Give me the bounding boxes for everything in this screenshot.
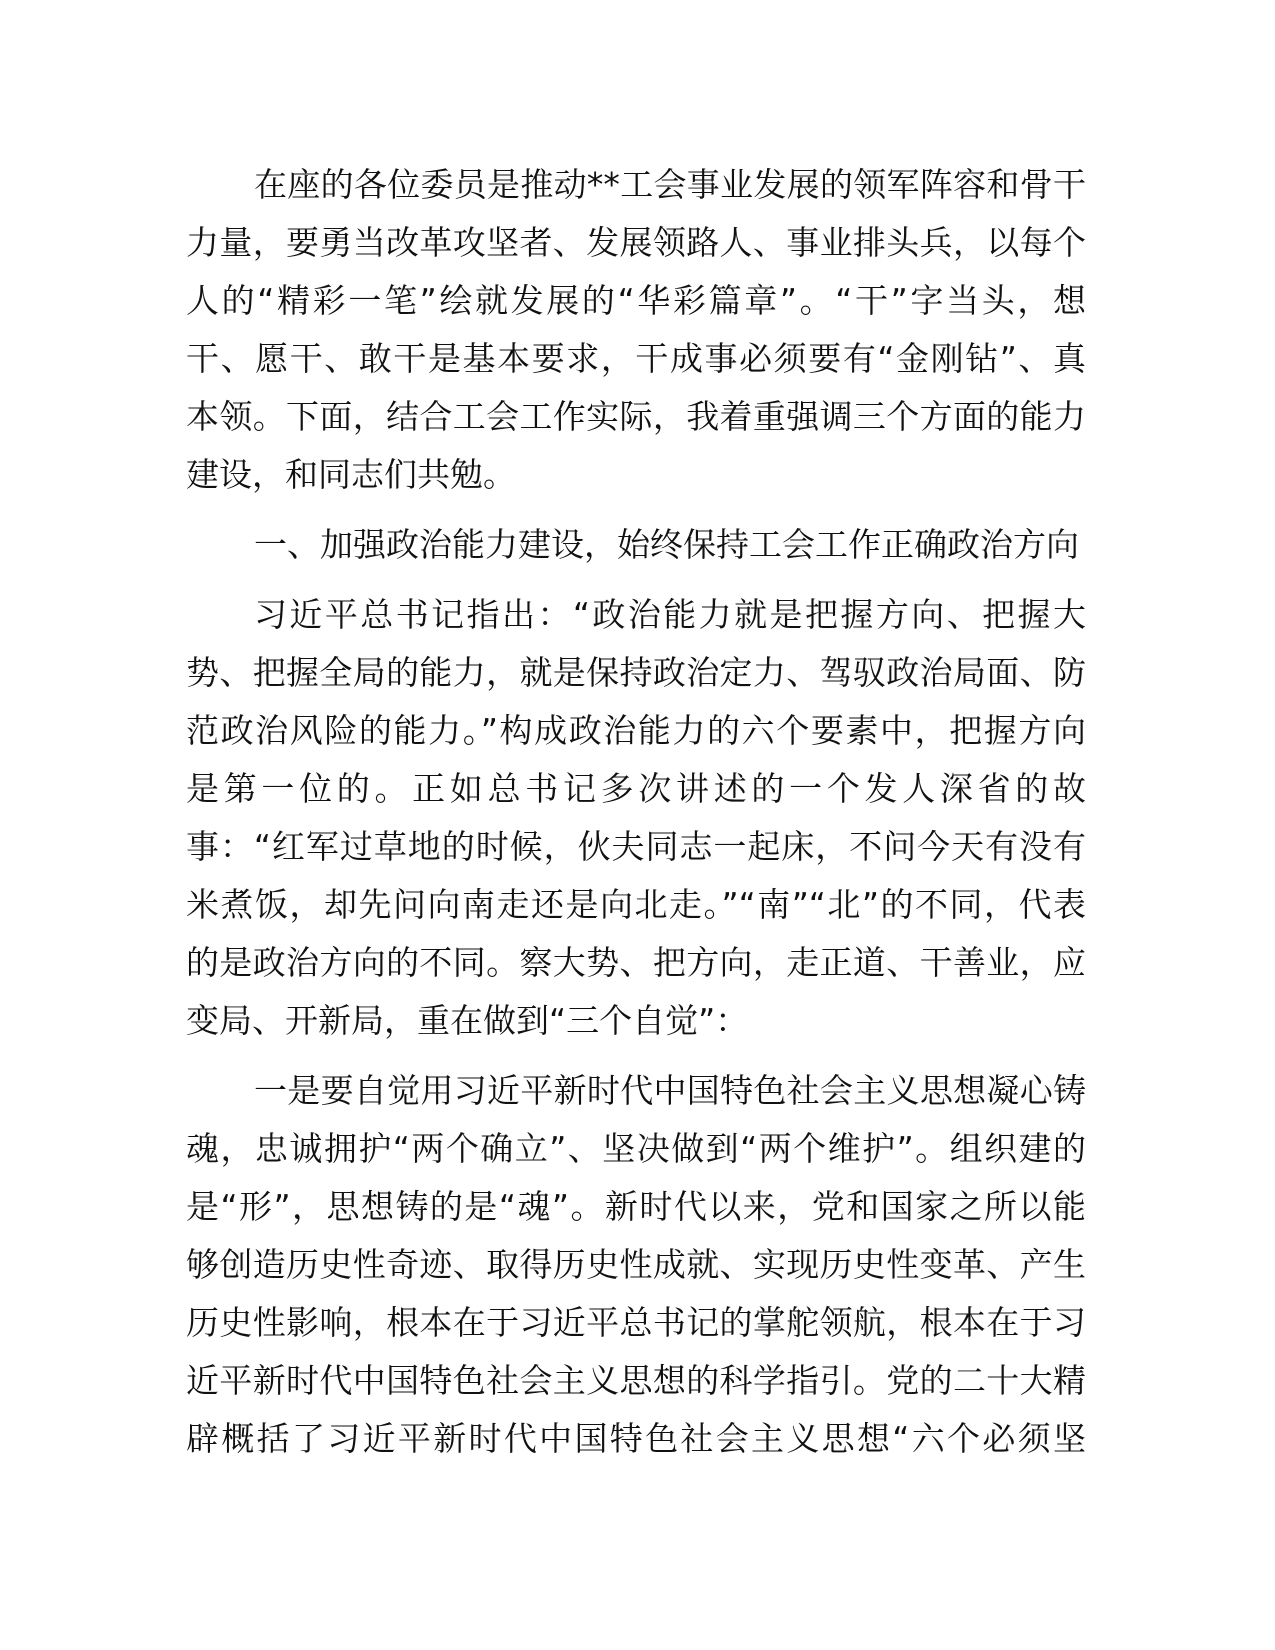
text-line: 范政治风险的能力。”构成政治能力的六个要素中，把握方向: [186, 711, 1086, 750]
text-line: 历史性影响，根本在于习近平总书记的掌舵领航，根本在于习: [186, 1303, 1086, 1342]
text-line: 魂，忠诚拥护“两个确立”、坚决做到“两个维护”。组织建的: [186, 1129, 1086, 1168]
text-line: 干、愿干、敢干是基本要求，干成事必须要有“金刚钻”、真: [186, 339, 1086, 378]
text-line: 一是要自觉用习近平新时代中国特色社会主义思想凝心铸: [254, 1071, 1086, 1110]
text-line: 是第一位的。正如总书记多次讲述的一个发人深省的故: [186, 769, 1086, 808]
text-line: 在座的各位委员是推动**工会事业发展的领军阵容和骨干: [254, 165, 1086, 204]
heading-line: 一、加强政治能力建设，始终保持工会工作正确政治方向: [254, 525, 1079, 564]
text-line: 习近平总书记指出：“政治能力就是把握方向、把握大: [254, 595, 1086, 634]
text-line: 事：“红军过草地的时候，伙夫同志一起床，不问今天有没有: [186, 827, 1086, 866]
text-line: 是“形”，思想铸的是“魂”。新时代以来，党和国家之所以能: [186, 1187, 1086, 1226]
text-line: 本领。下面，结合工会工作实际，我着重强调三个方面的能力: [186, 397, 1086, 436]
document-body: [186, 156, 1086, 1468]
paragraph-point-1: [186, 1062, 1086, 1468]
text-line: 够创造历史性奇迹、取得历史性成就、实现历史性变革、产生: [186, 1245, 1086, 1284]
text-line: 近平新时代中国特色社会主义思想的科学指引。党的二十大精: [186, 1361, 1086, 1400]
section-heading: [186, 516, 1086, 574]
text-line: 米煮饭，却先问向南走还是向北走。”“南”“北”的不同，代表: [186, 885, 1086, 924]
text-line: 建设，和同志们共勉。: [186, 455, 516, 494]
paragraph-gap: [186, 1050, 1086, 1062]
paragraph-intro: [186, 156, 1086, 504]
text-line: 势、把握全局的能力，就是保持政治定力、驾驭政治局面、防: [186, 653, 1086, 692]
text-line: 力量，要勇当改革攻坚者、发展领路人、事业排头兵，以每个: [186, 223, 1086, 262]
paragraph-gap: [186, 574, 1086, 586]
text-line: 辟概括了习近平新时代中国特色社会主义思想“六个必须坚: [186, 1419, 1086, 1458]
text-line: 人的“精彩一笔”绘就发展的“华彩篇章”。“干”字当头，想: [186, 281, 1086, 320]
text-line: 变局、开新局，重在做到“三个自觉”：: [186, 1001, 749, 1040]
text-line: 的是政治方向的不同。察大势、把方向，走正道、干善业，应: [186, 943, 1086, 982]
paragraph-gap: [186, 504, 1086, 516]
paragraph-quote: [186, 586, 1086, 1050]
